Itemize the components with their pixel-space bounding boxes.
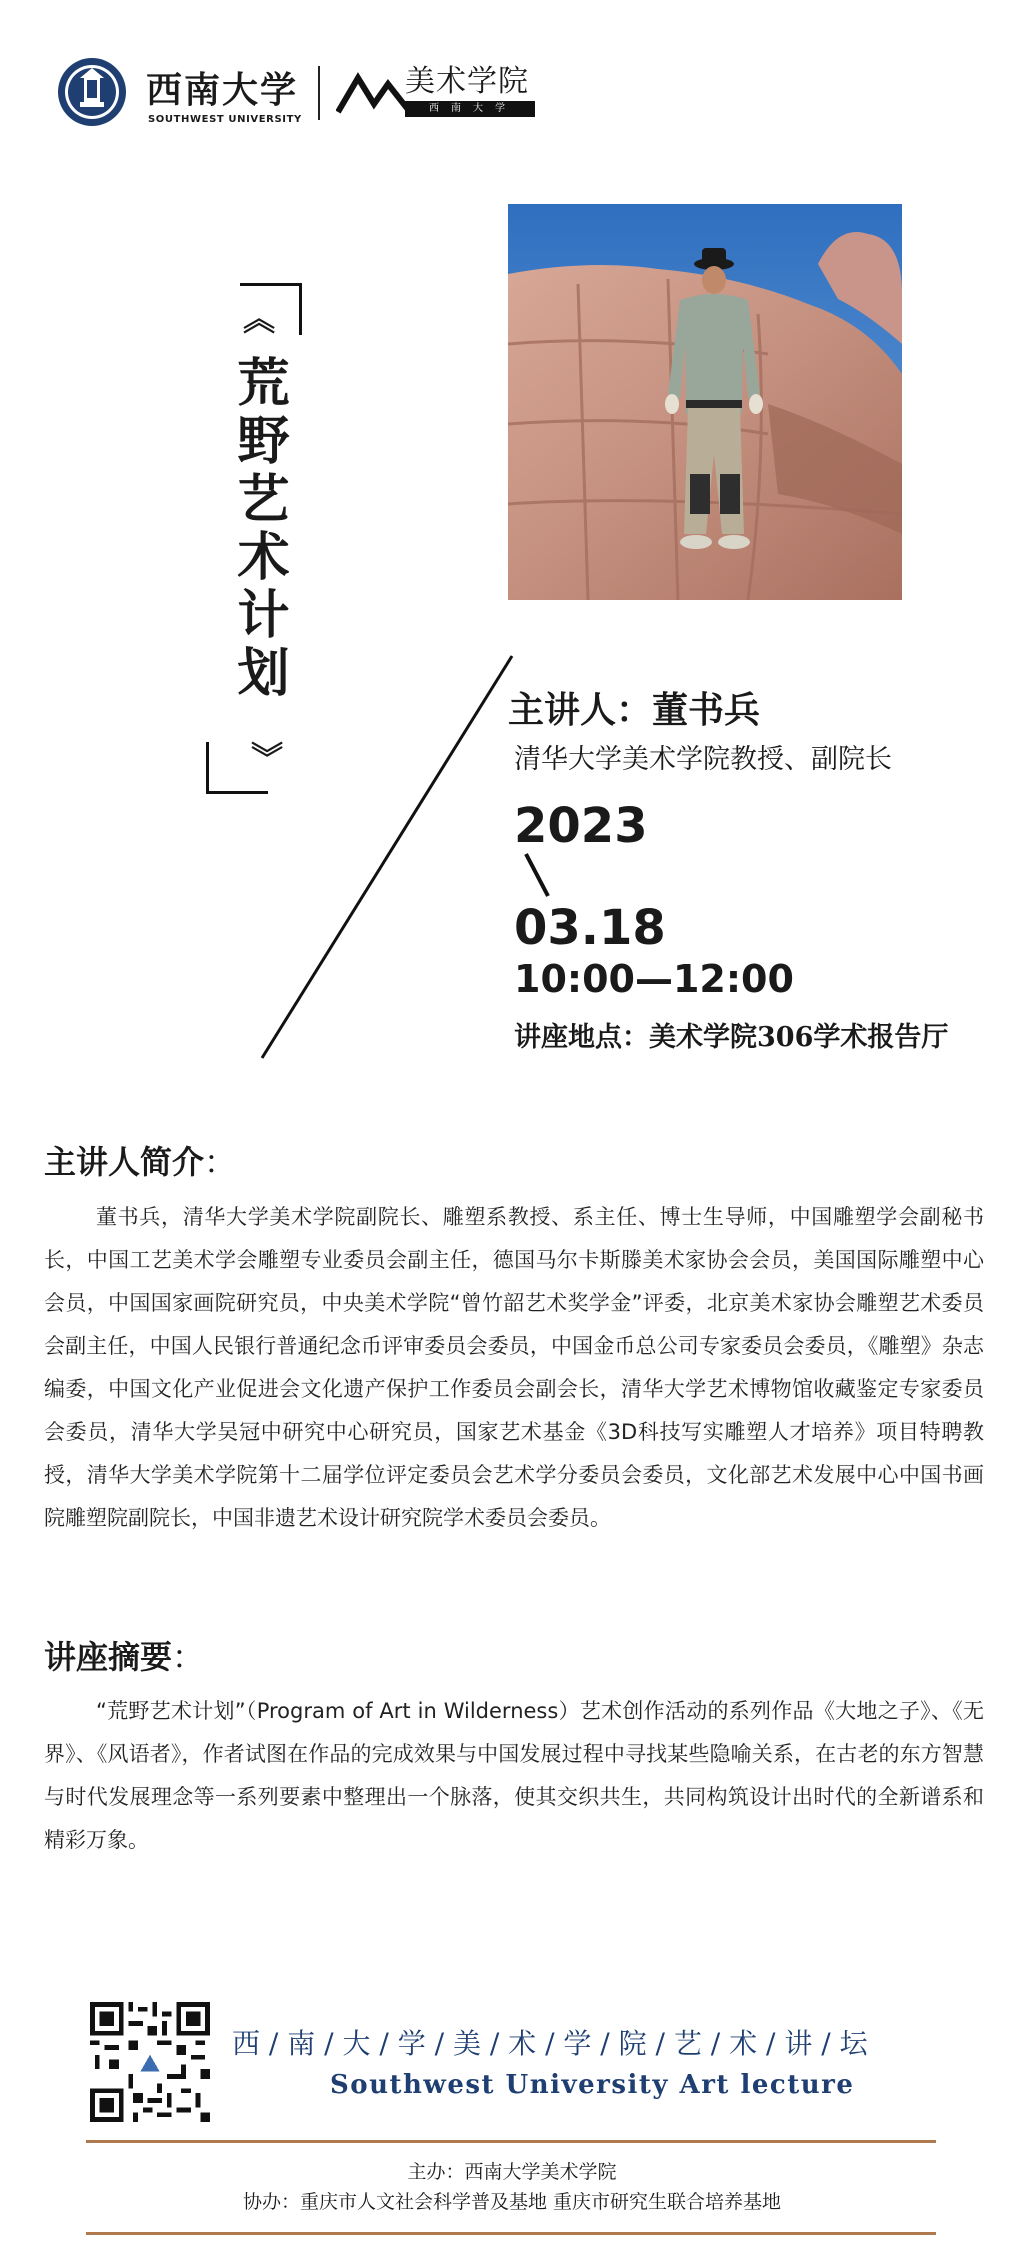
title-open-mark: 《 (239, 301, 277, 334)
art-school-subtitle: 西南大学 (405, 101, 535, 117)
bio-heading-colon: ： (204, 1143, 237, 1181)
footer-rule-top (86, 2140, 936, 2143)
co-organizers: 协办：重庆市人文社会科学普及基地 重庆市研究生联合培养基地 (242, 2191, 782, 2213)
forum-name-cn: 西 / 南 / 大 / 学 / 美 / 术 / 学 / 院 / 艺 / 术 / 讲 / 坛 (232, 2027, 868, 2060)
event-time: 10:00—12:00 (514, 957, 794, 1001)
event-venue: 讲座地点：美术学院306学术报告厅 (514, 1022, 949, 1053)
university-name: 西南大学 (146, 69, 299, 111)
bio-text: 董书兵，清华大学美术学院副院长、雕塑系教授、系主任、博士生导师，中国雕塑学会副秘书长，中国工艺美术学会雕塑专业委员会副主任，德国马尔卡斯滕美术家协会会员，美国国际雕塑中心会员，中国国家画院研究员，中央美术学院“曾竹韶艺术奖学金”评委，北京美术家协会雕塑艺术委员会副主任，中国人民银行普通纪念币评审委员会委员，中国金币总公司专家委员会委员，《雕塑》杂志编委，中国文化产业促进会文化遗产保护工作委员会副会长，清华大学艺术博物馆收藏鉴定专家委员会委员，清华大学吴冠中研究中心研究员，国家艺术基金《3D科技写实雕塑人才培养》项目特聘教授，清华大学美术学院第十二届学位评定委员会艺术学分委员会委员，文化部艺术发展中心中国书画院雕塑院副院长，中国非遗艺术设计研究院学术委员会委员。 (44, 1205, 984, 1530)
bio-heading-text: 主讲人简介 (44, 1143, 205, 1181)
decorative-lines (0, 0, 1024, 1100)
footer-rule-bottom (86, 2232, 936, 2235)
diagonal-line (262, 656, 512, 1058)
art-school-name: 美术学院 (405, 64, 529, 99)
university-name-en: SOUTHWEST UNIVERSITY (148, 114, 302, 125)
bio-heading (44, 1142, 236, 1182)
lecture-title: 荒野艺术计划 (228, 355, 288, 703)
date-slash (526, 854, 548, 896)
qr-code[interactable] (90, 2002, 210, 2122)
abstract-heading-colon: ： (172, 1638, 205, 1676)
host-organizer: 主办：西南大学美术学院 (407, 2161, 617, 2183)
title-close-mark: 》 (247, 740, 285, 773)
abstract-heading (44, 1637, 204, 1677)
forum-name-en: Southwest University Art lecture (330, 2070, 855, 2100)
event-date: 03.18 (514, 900, 666, 956)
abstract-text: “荒野艺术计划”（Program of Art in Wilderness）艺术创作活动的系列作品《大地之子》、《无界》、《风语者》，作者试图在作品的完成效果与中国发展过程中寻找某些隐喻关系，在古老的东方智慧与时代发展理念等一系列要素中整理出一个脉落，使其交织共生，共同构筑设计出时代的全新谱系和精彩万象。 (44, 1699, 984, 1852)
abstract-heading-text: 讲座摘要 (44, 1638, 173, 1676)
event-year: 2023 (514, 798, 648, 854)
speaker-name: 主讲人：董书兵 (508, 689, 761, 731)
speaker-position: 清华大学美术学院教授、副院长 (514, 744, 892, 775)
